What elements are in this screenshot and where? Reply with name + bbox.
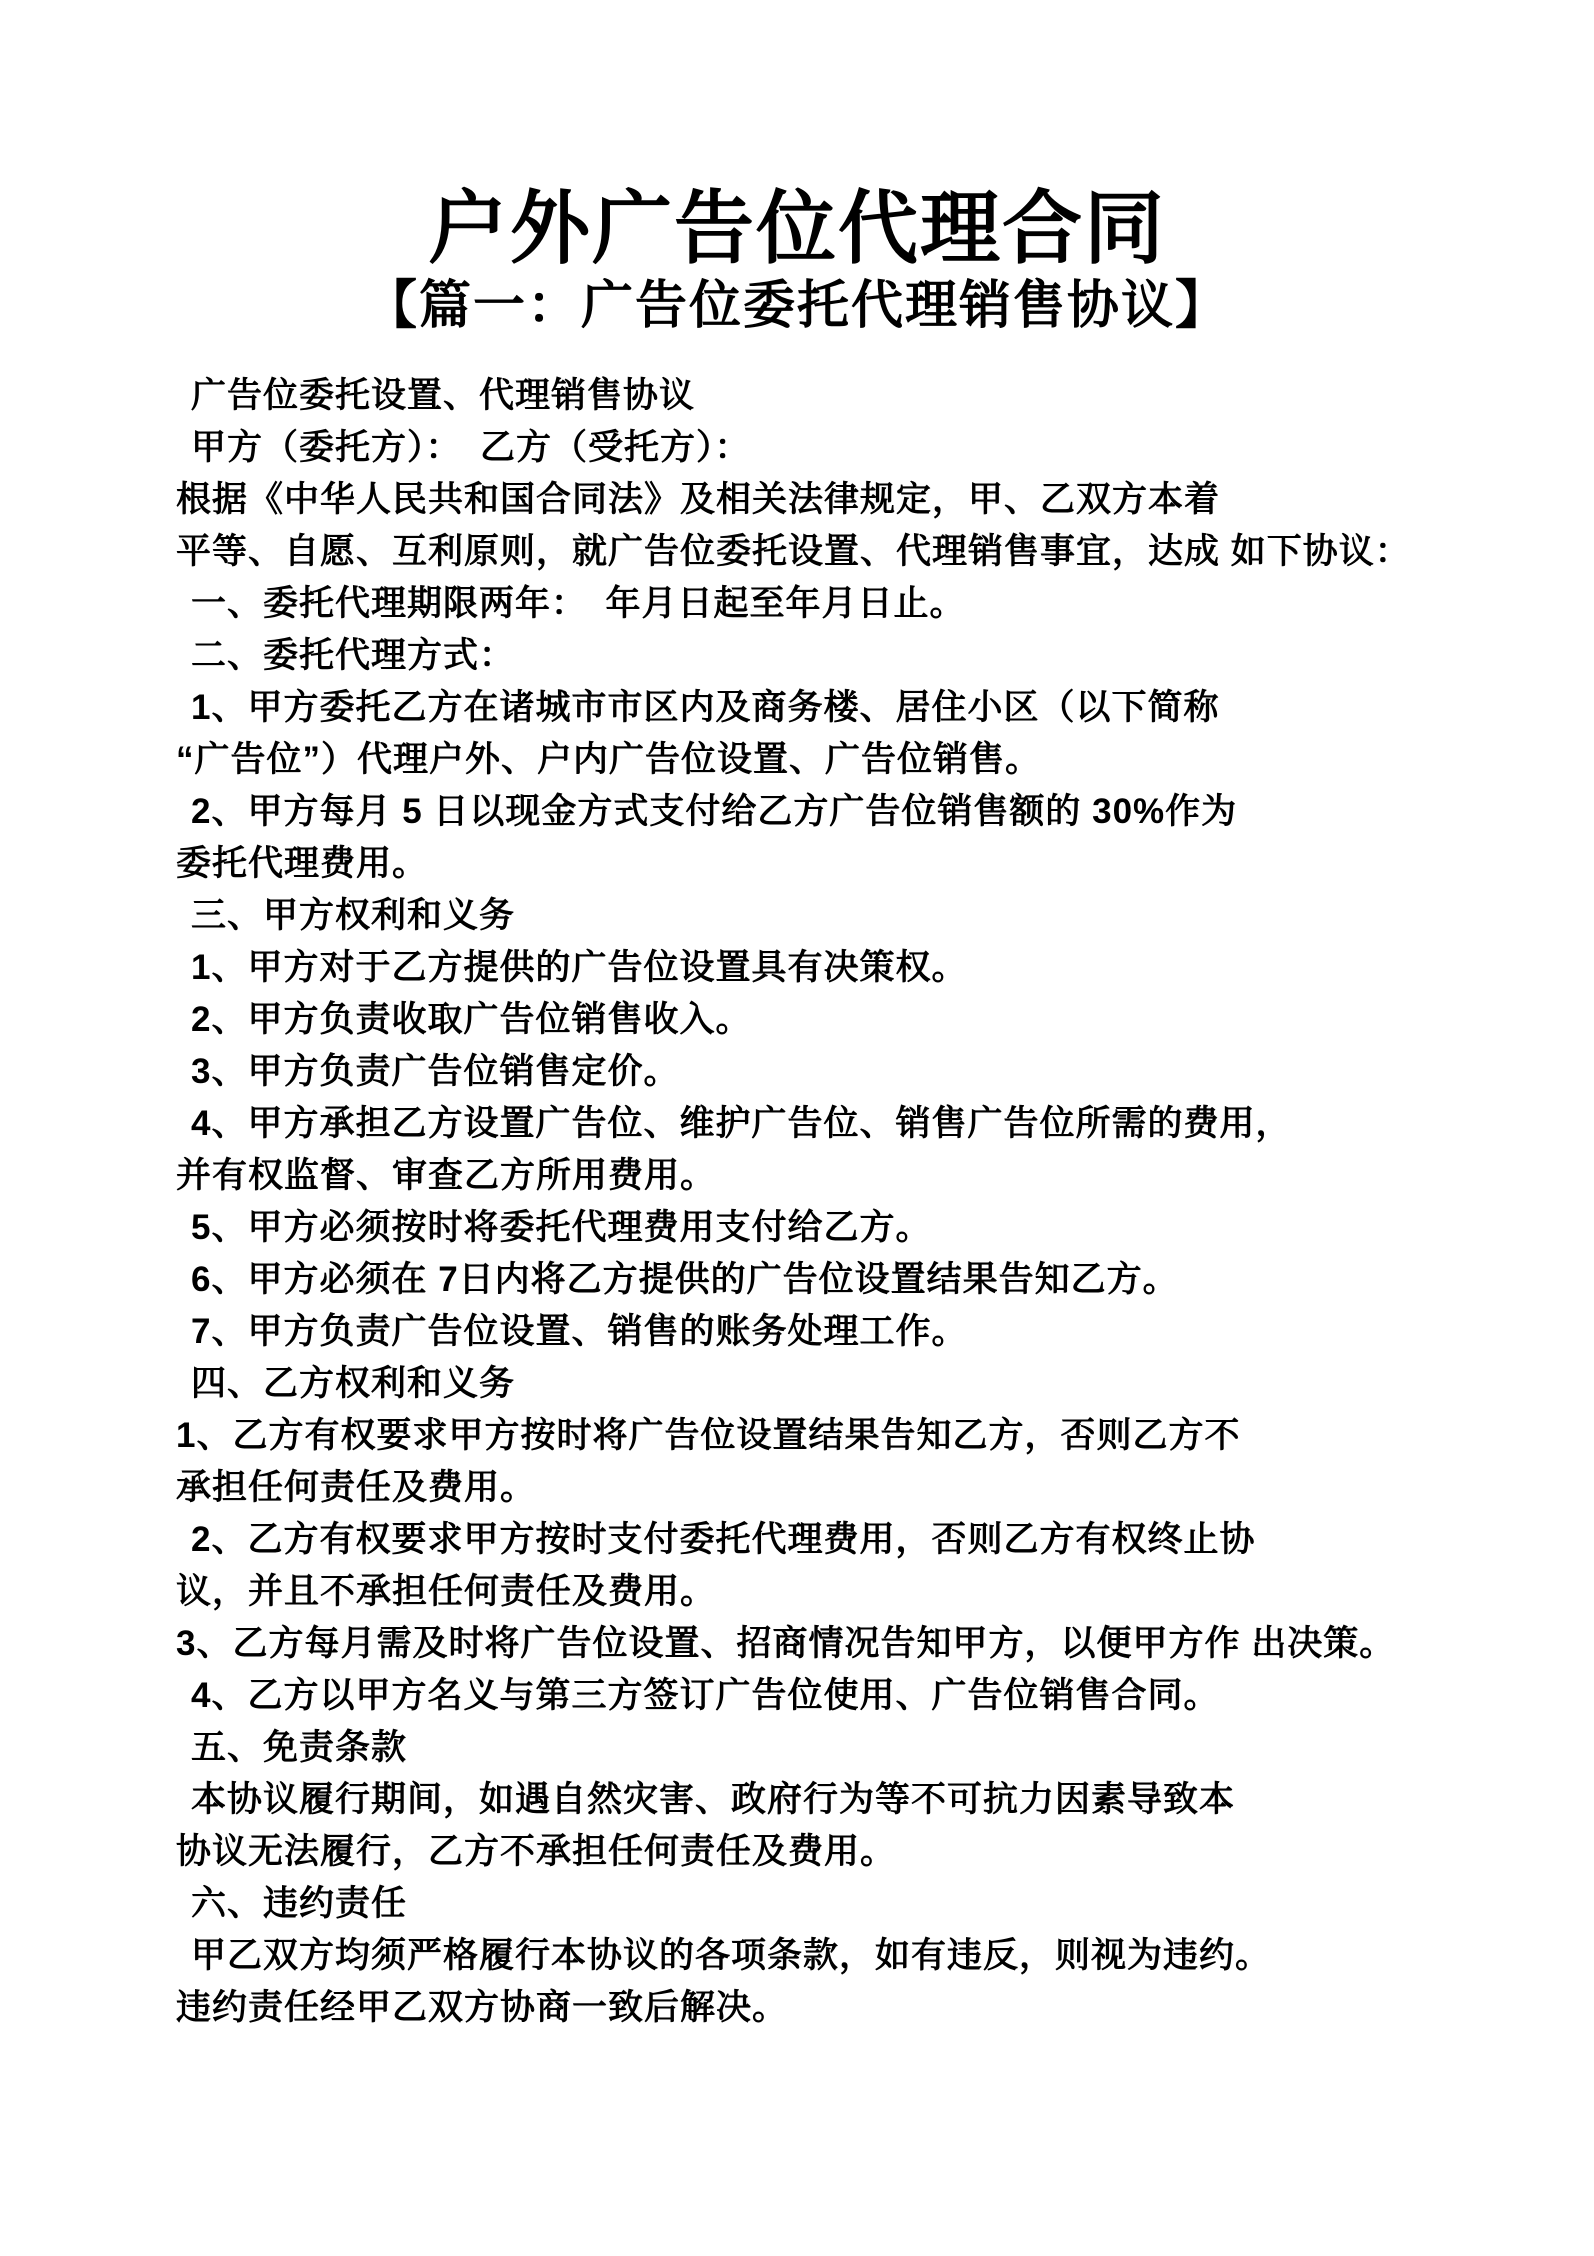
text-line: 二、委托代理方式：: [191, 636, 516, 676]
text-line: 4、乙方以甲方名义与第三方签订广告位使用、广告位销售合同。: [191, 1676, 1220, 1716]
text-line: 甲方（委托方）： 乙方（受托方）：: [191, 428, 751, 468]
text-line: 2、乙方有权要求甲方按时支付委托代理费用，否则乙方有权终止协: [191, 1520, 1256, 1560]
text-line: 3、甲方负责广告位销售定价。: [191, 1052, 680, 1092]
text-line: 2、甲方负责收取广告位销售收入。: [191, 1000, 752, 1040]
text-line: 2、甲方每月 5 日以现金方式支付给乙方广告位销售额的 30%作为: [191, 792, 1238, 832]
text-line: “广告位”）代理户外、户内广告位设置、广告位销售。: [176, 740, 1042, 780]
text-line: 违约责任经甲乙双方协商一致后解决。: [176, 1988, 789, 2028]
text-line: 并有权监督、审查乙方所用费用。: [176, 1156, 717, 1196]
text-line: 广告位委托设置、代理销售协议: [191, 376, 696, 416]
text-line: 7、甲方负责广告位设置、销售的账务处理工作。: [191, 1312, 968, 1352]
text-line: 五、免责条款: [191, 1728, 408, 1768]
text-line: 四、乙方权利和义务: [191, 1364, 516, 1404]
text-line: 委托代理费用。: [176, 844, 429, 884]
text-line: 协议无法履行，乙方不承担任何责任及费用。: [176, 1832, 897, 1872]
text-line: 1、甲方对于乙方提供的广告位设置具有决策权。: [191, 948, 968, 988]
text-line: 本协议履行期间，如遇自然灾害、政府行为等不可抗力因素导致本: [191, 1780, 1236, 1820]
text-line: 一、委托代理期限两年： 年月日起至年月日止。: [191, 584, 966, 624]
document-body: [176, 370, 1454, 2034]
text-line: 议，并且不承担任何责任及费用。: [176, 1572, 717, 1612]
text-line: 1、乙方有权要求甲方按时将广告位设置结果告知乙方，否则乙方不: [176, 1416, 1241, 1456]
text-line: 三、甲方权利和义务: [191, 896, 516, 936]
page-title: 户外广告位代理合同: [428, 184, 1166, 273]
page-subtitle: 【篇一：广告位委托代理销售协议】: [364, 276, 1229, 335]
text-line: 6、甲方必须在 7日内将乙方提供的广告位设置结果告知乙方。: [191, 1260, 1179, 1300]
text-line: 平等、自愿、互利原则，就广告位委托设置、代理销售事宜，达成 如下协议：: [176, 532, 1411, 572]
text-line: 根据《中华人民共和国合同法》及相关法律规定，甲、乙双方本着: [176, 480, 1221, 520]
text-line: 5、甲方必须按时将委托代理费用支付给乙方。: [191, 1208, 932, 1248]
text-line: 3、乙方每月需及时将广告位设置、招商情况告知甲方，以便甲方作 出决策。: [176, 1624, 1396, 1664]
text-line: 承担任何责任及费用。: [176, 1468, 537, 1508]
text-line: 1、甲方委托乙方在诸城市市区内及商务楼、居住小区（以下简称: [191, 688, 1220, 728]
text-line: 甲乙双方均须严格履行本协议的各项条款，如有违反，则视为违约。: [191, 1936, 1272, 1976]
text-line: 4、甲方承担乙方设置广告位、维护广告位、销售广告位所需的费用，: [191, 1104, 1292, 1144]
text-line: 六、违约责任: [191, 1884, 408, 1924]
